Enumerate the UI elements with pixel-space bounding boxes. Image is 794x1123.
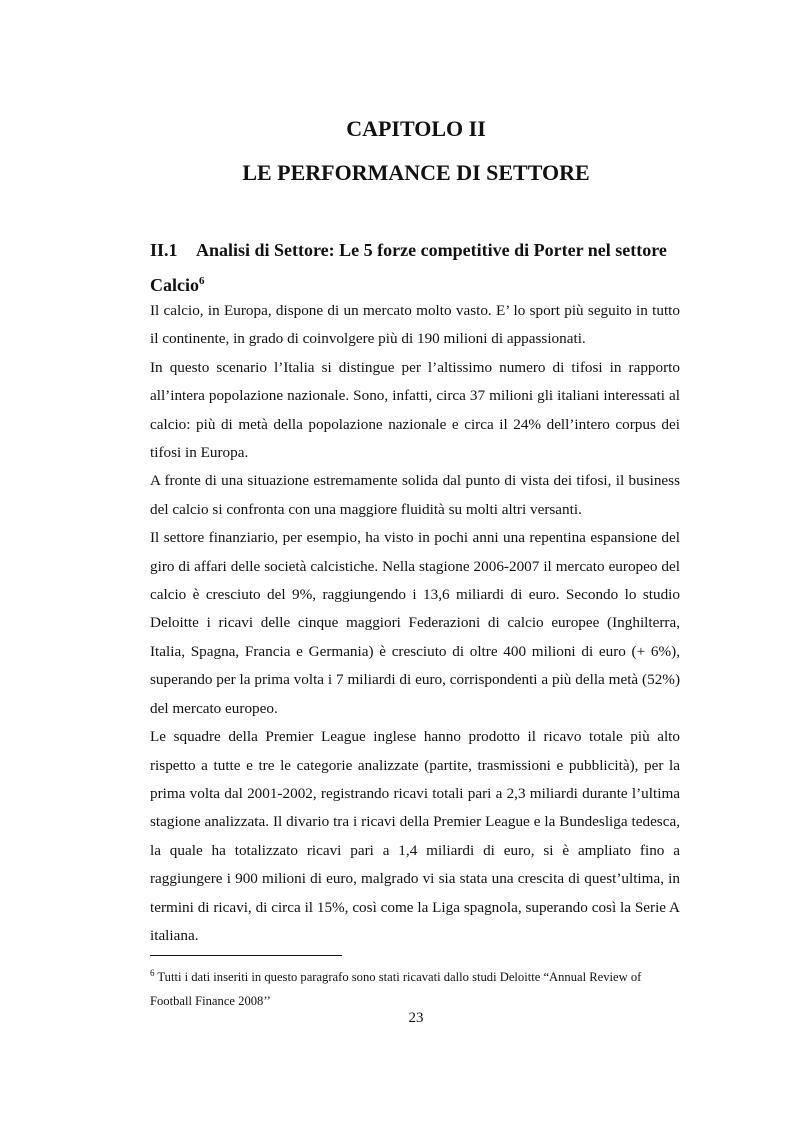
chapter-subtitle: LE PERFORMANCE DI SETTORE: [242, 160, 590, 185]
footnote-text: Tutti i dati inseriti in questo paragrafo sono stati ricavati dallo studi Deloitte “Annual Review of Football Finance 2008’’: [150, 970, 642, 1009]
footnote-reference: 6: [199, 275, 205, 287]
footnote-number: 6: [150, 968, 155, 978]
paragraph: In questo scenario l’Italia si distingue per l’altissimo numero di tifosi in rapporto all’intera popolazione nazionale. Sono, infatti, circa 37 milioni gli italiani interessati al calcio: più di metà della popolazione nazionale e circa il 24% dell’intero corpus dei tifosi in Europa.: [150, 358, 680, 462]
body-text: [150, 297, 680, 950]
paragraph: Le squadre della Premier League inglese hanno prodotto il ricavo totale più alto rispetto a tutte e tre le categorie analizzate (partite, trasmissioni e pubblicità), per la prima volta dal 2001-2002, registrando ricavi totali pari a 2,3 miliardi durante l’ultima stagione analizzata. Il divario tra i ricavi della Premier League e la Bundesliga tedesca, la quale ha totalizzato ricavi pari a 1,4 miliardi di euro, si è ampliato fino a raggiungere i 900 milioni di euro, malgrado vi sia stata una crescita di quest’ultima, in termini di ricavi, di circa il 15%, così come la Liga spagnola, superando così la Serie A italiana.: [150, 728, 680, 944]
paragraph: A fronte di una situazione estremamente solida dal punto di vista dei tifosi, il business del calcio si confronta con una maggiore fluidità su molti altri versanti.: [150, 472, 680, 518]
section-number: II.1: [150, 240, 178, 260]
footnote: [150, 961, 680, 1013]
section-title: Analisi di Settore: Le 5 forze competitive di Porter nel settore Calcio: [150, 240, 667, 295]
page-number: 23: [408, 1010, 424, 1026]
section-heading: [150, 235, 680, 301]
chapter-title: CAPITOLO II: [346, 116, 486, 141]
paragraph: Il settore finanziario, per esempio, ha visto in pochi anni una repentina espansione del giro di affari delle società calcistiche. Nella stagione 2006-2007 il mercato europeo del calcio è cresciuto del 9%, raggiungendo i 13,6 miliardi di euro. Secondo lo studio Deloitte i ricavi delle cinque maggiori Federazioni di calcio europee (Inghilterra, Italia, Spagna, Francia e Germania) è cresciuto di oltre 400 milioni di euro (+ 6%), superando per la prima volta i 7 miliardi di euro, corrispondenti a più della metà (52%) del mercato europeo.: [150, 529, 680, 717]
paragraph: Il calcio, in Europa, dispone di un mercato molto vasto. E’ lo sport più seguito in tutto il continente, in grado di coinvolgere più di 190 milioni di appassionati.: [150, 302, 680, 348]
footnote-divider: [150, 955, 342, 956]
